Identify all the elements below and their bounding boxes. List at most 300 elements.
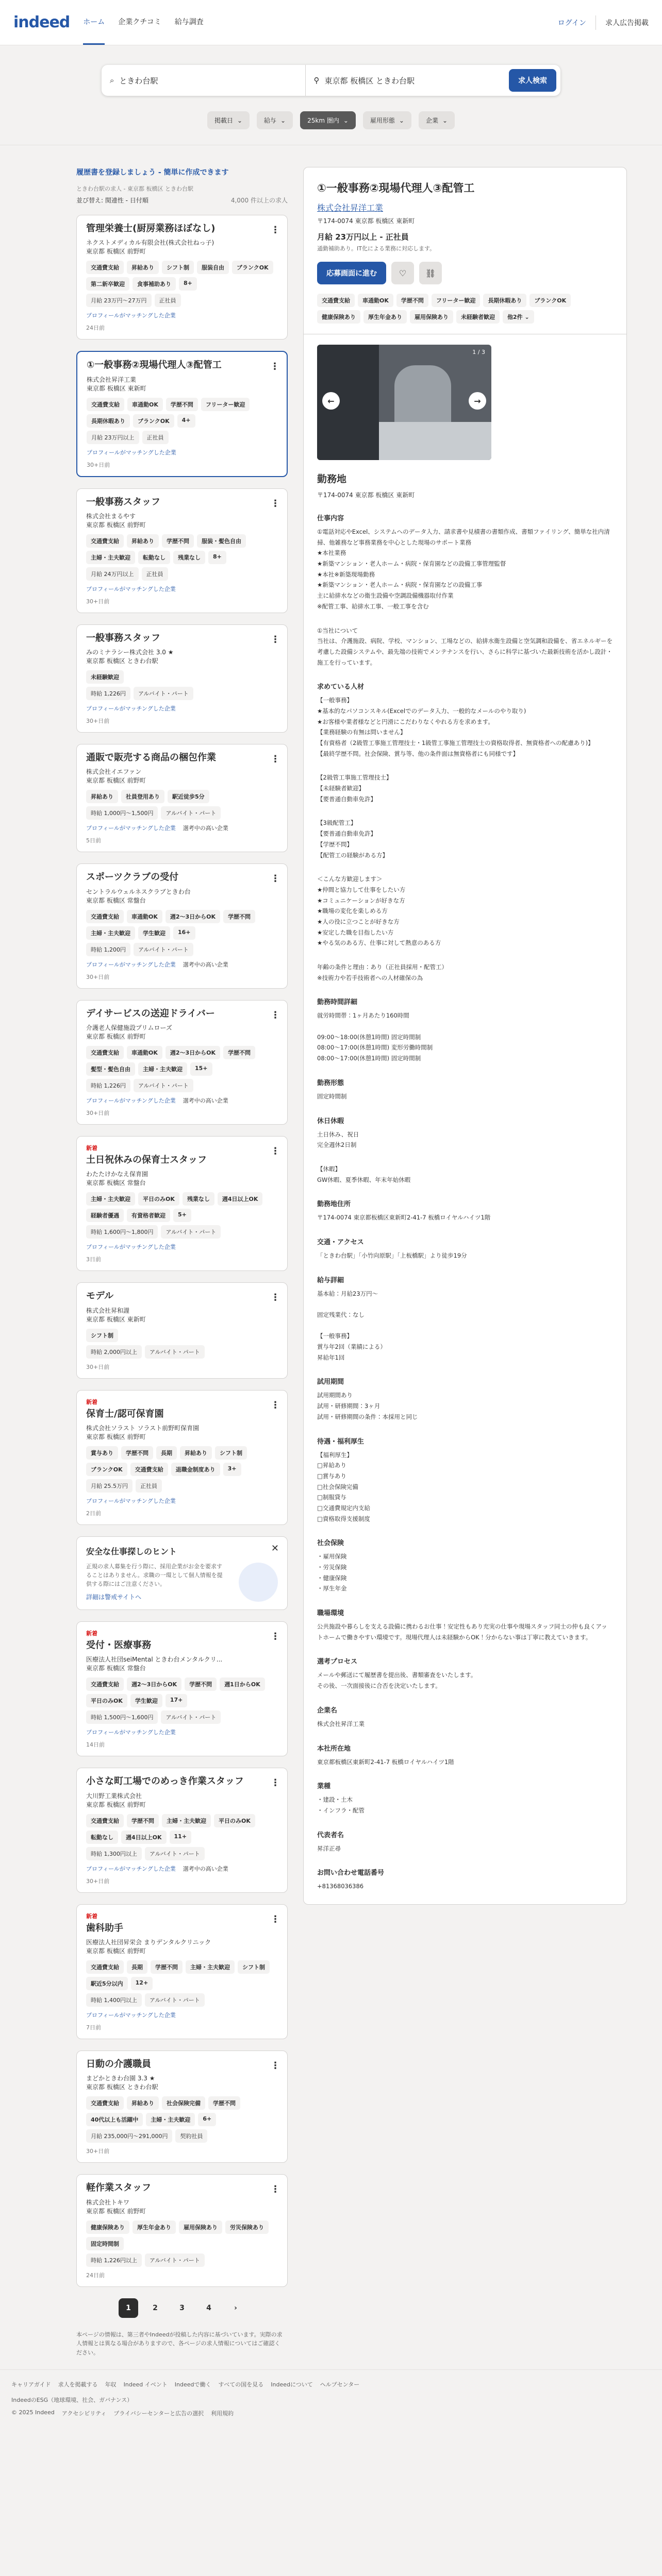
filter-chip[interactable] [363,111,411,129]
search-button[interactable]: 求人検索 [509,69,556,92]
salary-row [86,687,278,700]
footer-link[interactable]: Indeedで働く [174,2381,211,2388]
more-options-icon[interactable]: ⋮ [271,225,280,235]
more-options-icon[interactable]: ⋮ [271,1292,280,1303]
detail-section [317,625,613,668]
job-list-column [76,167,288,2357]
job-tags [86,1329,278,1342]
detail-section [317,1829,613,1854]
job-tag: 転勤なし [86,1831,118,1844]
job-highlights [86,585,278,593]
detail-section [317,1867,613,1892]
job-card[interactable] [76,624,288,733]
job-title[interactable]: 小さな町工場でのめっき作業スタッフ [86,1776,244,1787]
filter-chip[interactable] [419,111,455,129]
detail-tag: 健康保険あり [317,310,360,324]
job-title[interactable]: 軽作業スタッフ [86,2182,151,2194]
job-title[interactable]: 歯科助手 [86,1922,123,1934]
page-link[interactable]: 1 [119,2298,138,2318]
bookmark-icon[interactable]: ♡ [391,262,414,284]
login-link[interactable]: ログイン [557,19,586,27]
job-title[interactable]: 一般事務スタッフ [86,496,160,507]
job-tag: 髪型・髪色自由 [86,1062,135,1076]
photo-next-icon[interactable]: → [469,392,486,410]
footer-link[interactable]: ヘルプセンター [320,2381,360,2388]
section-heading: 仕事内容 [317,515,344,522]
more-options-icon[interactable]: ⋮ [271,498,280,509]
job-detail-column [303,167,627,2357]
job-card[interactable] [76,863,288,988]
resume-register-link[interactable]: 履歴書を登録しましょう - 簡単に作成できます [76,168,229,177]
job-location: 東京都 板橋区 前野町 [86,2207,146,2215]
job-tag: フリーター歓迎 [201,398,250,411]
section-heading: お問い合わせ電話番号 [317,1869,385,1877]
detail-section [317,1077,613,1102]
job-tag: シフト制 [162,261,194,274]
more-options-icon[interactable]: ⋮ [270,361,279,372]
high-selection-note: 選考中の高い企業 [183,825,228,832]
workplace-heading: 勤務地 [317,473,347,485]
nav-home[interactable]: ホーム [83,0,105,45]
job-tags [86,1192,278,1222]
salary-row [86,1993,278,2007]
section-body: ・建設・土木 ・インフラ・配管 [317,1796,365,1814]
detail-sections [317,513,613,1892]
sort-options[interactable]: 並び替え: 関連性 - 日付順 [76,197,148,204]
section-body: メールや郵送にて履歴書を提出後、書類審査をいたします。 その後、一次面接後に合否を決定いたします。 [317,1671,477,1690]
job-tag: 学歴不問 [121,1446,153,1460]
company-name: 株式会社昇洋工業 [87,376,137,383]
profile-match-note: プロフィールがマッチングした企業 [86,1729,176,1736]
section-heading: 代表者名 [317,1831,344,1839]
job-tag: 経験者優遇 [86,1209,124,1222]
more-options-icon[interactable]: ⋮ [271,2184,280,2195]
company-name: 株式会社トキワ [86,2198,130,2206]
job-title[interactable]: 受付・医療事務 [86,1640,151,1651]
posted-age: 30+日前 [86,718,110,725]
job-tag: 服装・髪色自由 [197,534,246,548]
company-name: みのミナラシー株式会社 3.0 ★ [86,649,174,656]
filter-chip[interactable] [257,111,293,129]
company-name: 医療法人社団seiMental ときわ台メンタルクリ... [86,1656,223,1664]
employment-type-tag: アルバイト・パート [145,1345,205,1359]
more-options-icon[interactable]: ⋮ [271,1913,280,1925]
page-link[interactable]: 2 [153,2303,158,2312]
indeed-logo[interactable]: indeed [13,13,70,31]
main-content [0,167,662,2357]
section-heading: 待遇・福利厚生 [317,1437,365,1446]
detail-section [317,1376,613,1422]
job-title[interactable]: デイサービスの送迎ドライバー [86,1008,215,1019]
page-link[interactable]: 3 [179,2303,185,2312]
job-tag: 交通費支給 [86,261,124,274]
salary-tag: 時給 1,500円～1,600円 [86,1710,158,1724]
company-name: 大川野工業株式会社 [86,1792,142,1800]
detail-section [317,962,613,983]
job-title[interactable]: ①一般事務②現場代理人③配管工 [87,360,222,371]
job-highlights [86,1243,278,1251]
more-options-icon[interactable]: ⋮ [271,1631,280,1642]
profile-match-note: プロフィールがマッチングした企業 [86,825,176,832]
section-body: 【福利厚生】 □昇給あり □賞与あり □社会保険完備 □制服貸与 □交通費規定内支給 □資格取得支援制度 [317,1451,370,1522]
section-heading: 試用期間 [317,1378,344,1386]
photo-prev-icon[interactable]: ← [322,392,340,410]
employment-type-tag: 正社員 [136,1479,162,1493]
job-tag: 主婦・主夫歓迎 [146,2113,195,2126]
job-location: 東京都 板橋区 常盤台 [86,1665,146,1672]
site-header [0,0,662,45]
where-input[interactable] [325,76,509,85]
job-card[interactable] [76,215,288,340]
tip-body: 正規の求人募集を行う際に、採用企業がお金を要求することはありません。求職の一環として個人情報を提供する際にはご注意ください。 [86,1563,223,1588]
detail-section [317,996,613,1063]
posted-age: 30+日前 [86,1110,110,1117]
high-selection-note: 選考中の高い企業 [183,1097,228,1105]
job-tags [86,261,278,291]
job-highlights [86,1497,278,1505]
job-tag: 交通費支給 [86,1046,124,1059]
salary-tag: 時給 1,300円以上 [86,1847,142,1860]
job-location: 東京都 板橋区 前野町 [86,777,146,785]
employment-type-tag: アルバイト・パート [134,1079,193,1092]
filter-label: 掲載日 [214,117,233,124]
job-highlights [86,311,278,319]
apply-button[interactable]: 応募画面に進む [317,262,386,284]
profile-match-note: プロフィールがマッチングした企業 [86,585,176,592]
filter-chip[interactable] [207,111,250,129]
list-disclaimer: 本ページの情報は、第三者やIndeedが投稿した内容に基づいています。実際の求人情報とは異なる場合がありますので、各ページの求人情報についてはご確認ください。 [76,2331,283,2356]
workplace-address: 〒174-0074 東京都 板橋区 東新町 [317,492,415,499]
profile-match-note: プロフィールがマッチングした企業 [87,449,176,456]
posted-age: 24日前 [86,325,105,332]
close-icon[interactable]: ✕ [271,1543,279,1554]
posted-age: 3日前 [86,1256,101,1263]
detail-section [317,1236,613,1261]
detail-tag: 雇用保険あり [410,310,453,324]
job-title[interactable]: 日動の介護職員 [86,2059,151,2070]
footer-link[interactable]: キャリアガイド [11,2381,51,2388]
job-tag: 主婦・主夫歓迎 [86,926,135,940]
job-card[interactable] [76,351,288,477]
job-tag: 未経験歓迎 [86,670,124,684]
job-list-continued [76,1621,288,2286]
job-tag: 賞与あり [86,1446,118,1460]
job-tag: 4+ [177,414,195,428]
more-options-icon[interactable]: ⋮ [271,2060,280,2071]
job-tag: 5+ [173,1209,191,1222]
detail-actions [317,262,613,284]
job-highlights [86,824,278,832]
filter-label: 25km 圏内 [307,117,339,124]
job-highlights [86,1096,278,1105]
footer-link[interactable]: Indeedについて [271,2381,313,2388]
salary-tag: 月給 23万円～27万円 [86,294,152,307]
salary-tag: 月給 235,000円～291,000円 [86,2129,172,2143]
section-body: ・雇用保険 ・労災保険 ・健康保険 ・厚生年金 [317,1553,347,1592]
detail-salary-note: 通勤補助あり。IT化による業務に対応します。 [317,245,436,252]
profile-match-note: プロフィールがマッチングした企業 [86,1244,176,1251]
job-location: 東京都 板橋区 東新町 [87,384,146,392]
footer-legal-link[interactable]: 利用規約 [211,2410,234,2417]
job-tag: 交通費支給 [86,534,124,548]
job-card[interactable] [76,2050,288,2163]
photo-floor [379,422,491,460]
salary-row [86,294,278,307]
more-options-icon[interactable]: ⋮ [271,1777,280,1789]
detail-section [317,772,613,804]
job-tag: 40代以上も活躍中 [86,2113,143,2126]
posted-age: 30+日前 [86,973,110,980]
job-tag: 残業なし [183,1192,214,1206]
job-highlights [87,448,277,456]
detail-section [317,874,613,948]
job-tags [86,790,278,803]
job-title[interactable]: モデル [86,1291,114,1302]
job-card[interactable] [76,488,288,613]
company-name: 介護老人保健施設プリムローズ [86,1024,172,1032]
job-tag: 昇給あり [127,534,159,548]
job-tag: 主婦・主夫歓迎 [138,1062,187,1076]
section-body: 公共施設や暮らしを支える設備に携わるお仕事！安定性もあり充実の仕事や現場スタッフ同士の仲も良くアットホームで働きやすい環境です。現場代理人は未経験からOK！分からない事は丁寧に教えていきます。 [317,1623,607,1641]
employment-type-tag: アルバイト・パート [134,687,193,700]
filter-label: 給与 [264,117,277,124]
job-tag: 長期 [156,1446,177,1460]
more-options-icon[interactable]: ⋮ [271,634,280,645]
detail-section [317,1164,613,1185]
job-tags [86,1046,278,1076]
job-tag: 学歴不問 [208,2096,240,2110]
section-body: 土日休み、祝日 完全週休2日制 [317,1130,359,1149]
job-card[interactable] [76,1136,288,1271]
search-section [0,45,662,111]
job-tag: 雇用保険あり [179,2221,222,2234]
detail-tag: 交通費支給 [317,294,355,307]
photo-counter: 1 / 3 [472,349,485,355]
section-heading: 給与詳細 [317,1276,344,1284]
job-title[interactable]: 保育士/認可保育園 [86,1408,164,1419]
job-tag: 交通費支給 [86,910,124,923]
detail-section [317,1743,613,1768]
company-name: 医療法人社団昇栄会 まりデンタルクリニック [86,1939,211,1946]
job-title[interactable]: 土日祝休みの保育士スタッフ [86,1155,207,1166]
profile-match-note: プロフィールがマッチングした企業 [86,1497,176,1504]
job-highlights [86,2011,278,2019]
section-body: 東京都板橋区東新町2-41-7 板橋ロイヤルハイツ1階 [317,1758,454,1766]
job-tag: 交通費支給 [130,1463,168,1476]
profile-match-note: プロフィールがマッチングした企業 [86,1097,176,1105]
footer-esg[interactable]: IndeedのESG（地球環境、社会、ガバナンス） [11,2397,133,2404]
more-options-icon[interactable]: ⋮ [271,1146,280,1157]
salary-row [86,1479,278,1493]
job-location: 東京都 板橋区 前野町 [86,1947,146,1955]
copyright: © 2025 Indeed [11,2409,55,2416]
posted-age: 7日前 [86,2024,101,2031]
section-body: 〒174-0074 東京都板橋区東新町2-41-7 板橋ロイヤルハイツ1階 [317,1214,491,1222]
detail-section [317,1436,613,1524]
profile-match-note: プロフィールがマッチングした企業 [86,1865,176,1872]
what-input[interactable] [119,76,305,85]
job-tag: 16+ [173,926,195,940]
job-tag: 平日のみOK [138,1192,179,1206]
job-tag: 3+ [223,1463,241,1476]
company-name: セントラルウェルネスクラブときわ台 [86,888,191,895]
job-location: 東京都 板橋区 前野町 [86,248,146,256]
job-title[interactable]: 一般事務スタッフ [86,632,160,643]
detail-section [317,1656,613,1691]
high-selection-note: 選考中の高い企業 [183,1865,228,1872]
nav-salary[interactable]: 給与調査 [174,18,204,26]
posted-age: 30+日前 [87,461,110,468]
new-badge: 新着 [86,1398,97,1405]
company-name: 株式会社ソラスト ソラスト前野町保育園 [86,1424,200,1432]
location-pin-icon: ⚲ [313,76,320,85]
new-badge: 新着 [86,1630,97,1637]
section-body: +81368036386 [317,1883,364,1890]
salary-row [86,2129,278,2143]
section-body: 基本給：月給23万円～ 固定残業代：なし 【一般事務】 賞与年2回（業績による） 昇給年1回 [317,1290,386,1361]
job-tag: 主婦・主夫歓迎 [186,1960,235,1974]
salary-row [86,567,278,581]
job-card[interactable] [76,1000,288,1125]
job-card[interactable] [76,1904,288,2039]
chevron-down-icon: ⌄ [399,116,404,124]
job-title[interactable]: 通販で販売する商品の梱包作業 [86,752,216,764]
job-tag: 主婦・主夫歓迎 [86,1192,135,1206]
more-options-icon[interactable]: ⋮ [271,873,280,885]
section-body: 【一般事務】 ★基本的なパソコンスキル(Excelでのデータ入力、一般的なメールのやり取り) ★お客様や業者様などと円滑にこだわりなくやれる方を求めます。 【業務経験の有無は問いません】 【有資格者（2級管工事施工管理技士・1級管工事施工管理技士の資格取得者、無資格者への配慮あり)】 【最終学歴不問。社会保険、賞与等、他の条件面は無資格者にも同様です】 [317,697,594,757]
job-tag: 週2～3日からOK [127,1677,181,1691]
detail-section [317,1607,613,1642]
job-card[interactable] [76,2174,288,2286]
section-heading: 選考プロセス [317,1658,358,1666]
job-location: 東京都 板橋区 ときわ台駅 [86,657,158,665]
salary-row [86,1225,278,1239]
job-tags [86,2096,278,2126]
link-icon[interactable]: ⛓ [419,262,442,284]
job-tag: 交通費支給 [86,1814,124,1827]
salary-tag: 時給 1,400円以上 [86,1993,142,2007]
filter-chip[interactable] [300,111,356,129]
job-card[interactable] [76,1390,288,1525]
filter-label: 企業 [425,117,438,124]
salary-row [87,431,277,444]
employment-type-tag: アルバイト・パート [134,943,193,956]
section-body: ①当社について 当社は、介護施設、病院、学校、マンション、工場などの、給排水衛生設備と空気調和設備を、省エネルギーを考慮した設備システムや、最先端の技術でメンテナンスを行い、さらに科学に基づいた最新技術を活かし設計・施工を行っています。 [317,626,613,666]
section-body: 「ときわ台駅」「小竹向原駅」「上板橋駅」より徒歩19分 [317,1251,467,1259]
nav-company-reviews[interactable]: 企業クチコミ [118,18,161,26]
job-tag: 交通費支給 [87,398,124,411]
section-body: 【休暇】 GW休暇、夏季休暇、年末年始休暇 [317,1165,411,1183]
footer-legal-link[interactable]: プライバシーセンターと広告の選択 [113,2410,204,2417]
job-tag: 15+ [190,1062,212,1076]
detail-section [317,1198,613,1223]
employer-link[interactable]: 求人広告掲載 [605,19,649,27]
tip-title: 安全な仕事探しのヒント [86,1546,177,1556]
job-tag: 昇給あり [86,790,118,803]
section-body: 【2級管工事施工管理技士】 【未経験者歓迎】 【要普通自動車免許】 [317,774,392,803]
job-tag: 長期 [127,1960,147,1974]
filter-label: 雇用形態 [370,117,395,124]
tip-link[interactable]: 詳細は警戒サイトへ [86,1594,142,1601]
job-tag: ブランクOK [232,261,273,274]
job-title[interactable]: スポーツクラブの受付 [86,872,179,883]
footer-legal-link[interactable]: アクセシビリティ [61,2410,107,2417]
posted-age: 30+日前 [86,2148,110,2155]
workplace-photo [317,345,491,460]
page-link[interactable]: › [234,2303,237,2312]
job-title[interactable]: 管理栄養士(厨房業務ほぼなし) [86,223,216,234]
job-tag: 服装自由 [197,261,229,274]
job-tag: 学歴不問 [127,1814,159,1827]
footer-link[interactable]: 求人を掲載する [58,2381,98,2388]
salary-tag: 時給 1,226円 [86,687,130,700]
detail-company-link[interactable]: 株式会社昇洋工業 [317,203,384,213]
detail-tags [317,294,613,324]
job-tag: 社会保険完備 [162,2096,205,2110]
more-options-icon[interactable]: ⋮ [271,754,280,765]
job-card[interactable] [76,744,288,852]
page-link[interactable]: 4 [206,2303,211,2312]
job-card[interactable] [76,1282,288,1378]
search-icon: ⌕ [110,76,114,85]
job-tag: 週1日からOK [220,1677,265,1691]
job-tag: 交通費支給 [86,2096,124,2110]
job-location: 東京都 板橋区 前野町 [86,521,146,529]
job-tags [87,398,277,428]
job-location: 東京都 板橋区 東新町 [86,1315,146,1323]
section-body: 昇洋正尋 [317,1844,341,1852]
posted-age: 5日前 [86,837,101,844]
detail-section [317,681,613,759]
detail-tag: 学歴不問 [396,294,428,307]
high-selection-note: 選考中の高い企業 [183,961,228,968]
main-nav [83,0,203,45]
detail-tag: 長期休暇あり [483,294,526,307]
footer-link[interactable]: すべての国を見る [218,2381,264,2388]
job-card[interactable] [76,1768,288,1892]
detail-tag: 車通勤OK [358,294,393,307]
section-body: 固定時間制 [317,1092,347,1100]
job-location: 東京都 板橋区 常盤台 [86,896,146,904]
job-tag: 厚生年金あり [133,2221,176,2234]
posted-age: 30+日前 [86,1877,110,1885]
section-heading: 勤務時間詳細 [317,998,358,1007]
job-tag: 長期休暇あり [87,414,130,428]
safety-illustration [239,1563,278,1602]
new-badge: 新着 [86,1912,97,1920]
job-tag: 昇給あり [127,261,159,274]
detail-section [317,1115,613,1150]
section-body: 試用期間あり 試用・研修期間：3ヶ月 試用・研修期間の条件：本採用と同じ [317,1392,418,1420]
footer-link[interactable]: 年収 [105,2381,117,2388]
new-badge: 新着 [86,1145,97,1152]
section-heading: 業種 [317,1783,331,1791]
more-options-icon[interactable]: ⋮ [271,1399,280,1411]
more-options-icon[interactable]: ⋮ [271,1009,280,1021]
pagination [76,2298,288,2318]
job-tag: 学歴不問 [185,1677,217,1691]
job-location: 東京都 板橋区 常盤台 [86,1179,146,1187]
footer-link[interactable]: Indeed イベント [123,2381,168,2388]
job-tag: 車通勤OK [127,910,162,923]
job-tag: 学歴不問 [151,1960,183,1974]
job-tag: シフト制 [215,1446,247,1460]
job-card[interactable] [76,1621,288,1756]
section-heading: 職場環境 [317,1609,344,1618]
job-tag: 11+ [170,1831,192,1844]
salary-tag: 月給 24万円以上 [86,567,139,581]
breadcrumb: ときわ台駅の求人 - 東京都 板橋区 ときわ台駅 [76,185,193,192]
